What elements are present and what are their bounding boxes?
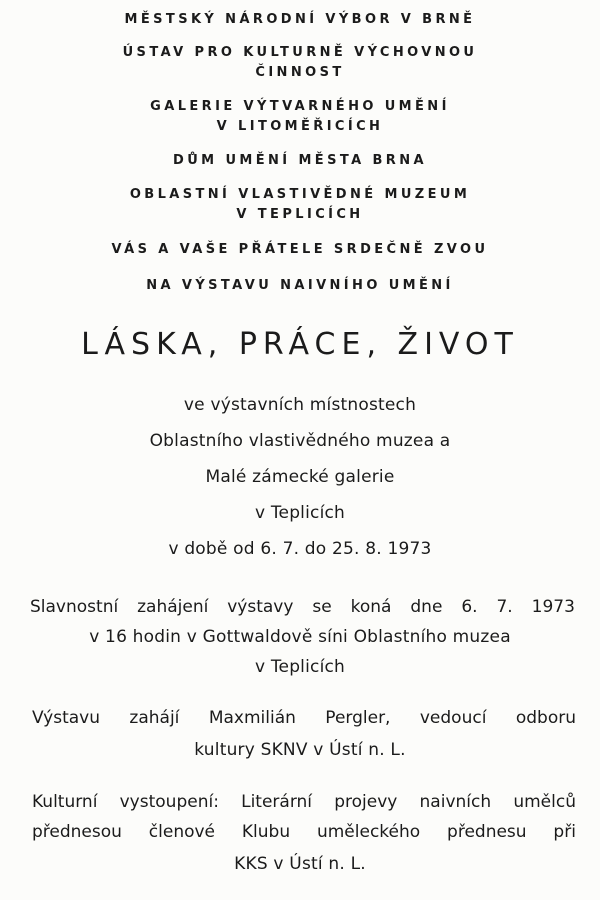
header-line-2: ÚSTAV PRO KULTURNĚ VÝCHOVNOU: [122, 45, 478, 60]
opening-line-2: v 16 hodin v Gottwaldově síni Oblastního muzea: [89, 627, 511, 647]
opening-word: koná: [350, 597, 392, 617]
program-line-2: [32, 822, 576, 842]
venue-line-2: Oblastního vlastivědného muzea a: [149, 431, 451, 451]
opener-word: odboru: [515, 708, 576, 728]
opener-line-1: [32, 708, 576, 728]
program-word: projevy: [334, 792, 398, 812]
opening-word: 6.: [461, 597, 478, 617]
program-line-3: KKS v Ústí n. L.: [234, 854, 366, 874]
program-word: členové: [148, 822, 216, 842]
venue-line-3: Malé zámecké galerie: [205, 467, 395, 487]
venue-line-1: ve výstavních místnostech: [183, 395, 417, 415]
header-line-3: ČINNOST: [255, 65, 345, 80]
exhibition-title: LÁSKA, PRÁCE, ŽIVOT: [81, 327, 519, 362]
program-word: umělců: [513, 792, 576, 812]
header-line-1: MĚSTSKÝ NÁRODNÍ VÝBOR V BRNĚ: [124, 12, 476, 27]
header-line-4: GALERIE VÝTVARNÉHO UMĚNÍ: [150, 99, 450, 114]
program-word: přednesu: [447, 822, 527, 842]
opening-word: zahájení: [137, 597, 209, 617]
opening-line-3: v Teplicích: [254, 657, 346, 677]
header-line-9: VÁS A VAŠE PŘÁTELE SRDEČNĚ ZVOU: [111, 242, 489, 257]
program-word: vystoupení:: [119, 792, 219, 812]
header-line-7: OBLASTNÍ VLASTIVĚDNÉ MUZEUM: [129, 187, 471, 202]
program-word: Kulturní: [32, 792, 98, 812]
opener-word: Pergler,: [325, 708, 391, 728]
venue-dates: v době od 6. 7. do 25. 8. 1973: [168, 539, 432, 559]
opener-line-2: kultury SKNV v Ústí n. L.: [194, 740, 406, 760]
opening-word: dne: [410, 597, 443, 617]
program-line-1: [32, 792, 576, 812]
opener-word: vedoucí: [419, 708, 487, 728]
program-word: naivních: [419, 792, 492, 812]
opener-word: Výstavu: [32, 708, 101, 728]
opening-word: se: [312, 597, 332, 617]
header-line-5: V LITOMĚŘICÍCH: [216, 119, 384, 134]
program-word: Literární: [241, 792, 313, 812]
header-line-10: NA VÝSTAVU NAIVNÍHO UMĚNÍ: [146, 278, 454, 293]
opener-word: Maxmilián: [208, 708, 296, 728]
opener-word: zahájí: [129, 708, 180, 728]
program-word: Klubu: [241, 822, 291, 842]
opening-word: 7.: [496, 597, 513, 617]
program-word: uměleckého: [316, 822, 421, 842]
opening-word: Slavnostní: [30, 597, 119, 617]
venue-line-4: v Teplicích: [254, 503, 346, 523]
opening-word: 1973: [531, 597, 575, 617]
opening-line-1: [30, 597, 575, 617]
program-word: při: [553, 822, 576, 842]
opening-word: výstavy: [227, 597, 294, 617]
header-line-8: V TEPLICÍCH: [236, 207, 364, 222]
header-line-6: DŮM UMĚNÍ MĚSTA BRNA: [173, 153, 427, 168]
program-word: přednesou: [32, 822, 122, 842]
